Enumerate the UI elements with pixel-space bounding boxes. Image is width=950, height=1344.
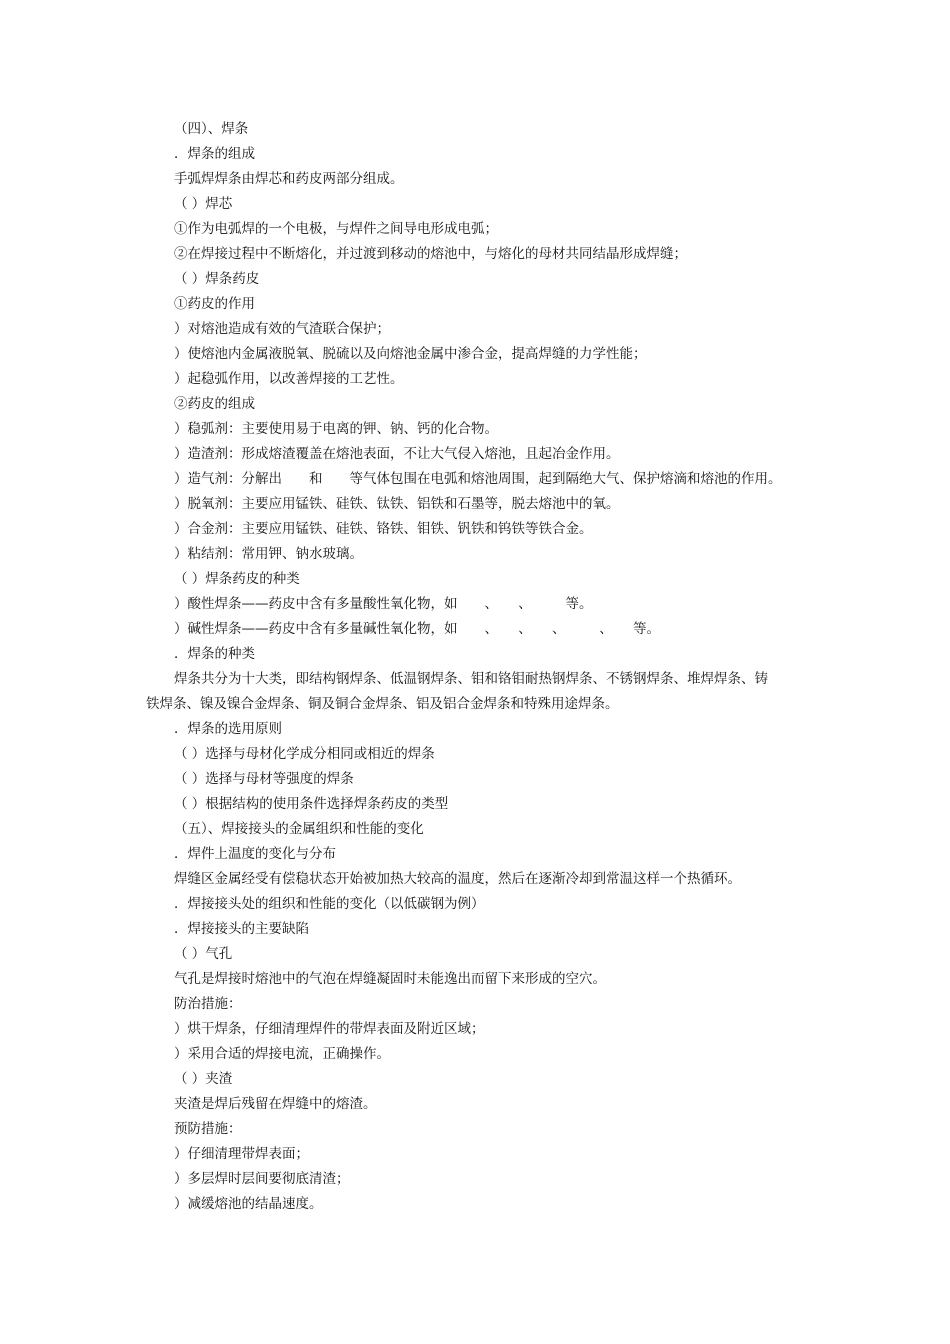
list-item: ）粘结剂：常用钾、钠水玻璃。	[174, 546, 363, 562]
subheading: ．焊条的组成	[174, 146, 255, 162]
paragraph: 焊条共分为十大类，即结构钢焊条、低温钢焊条、钼和铬钼耐热钢焊条、不锈钢焊条、堆焊焊条、铸	[174, 671, 768, 687]
list-item: ）造气剂：分解出 和 等气体包围在电弧和熔池周围，起到隔绝大气、保护熔滴和熔池的作用。	[174, 471, 782, 487]
section-heading-5: （五）、焊接接头的金属组织和性能的变化	[174, 821, 424, 837]
list-item: ）仔细清理带焊表面；	[174, 1146, 309, 1162]
list-item: ①作为电弧焊的一个电极，与焊件之间导电形成电弧；	[174, 221, 498, 237]
subheading: ②药皮的组成	[174, 396, 255, 412]
list-item: ）起稳弧作用，以改善焊接的工艺性。	[174, 371, 404, 387]
list-item: （ ）选择与母材化学成分相同或相近的焊条	[174, 746, 435, 762]
subheading: ．焊件上温度的变化与分布	[174, 846, 336, 862]
list-item: ）碱性焊条——药皮中含有多量碱性氧化物，如 、 、 、 、 等。	[174, 621, 660, 637]
list-item: ）脱氧剂：主要应用锰铁、硅铁、钛铁、铝铁和石墨等，脱去熔池中的氧。	[174, 496, 620, 512]
list-item: ）烘干焊条，仔细清理焊件的带焊表面及附近区域；	[174, 1021, 485, 1037]
paragraph: 预防措施：	[174, 1121, 242, 1137]
list-item: ）造渣剂：形成熔渣覆盖在熔池表面，不让大气侵入熔池，且起冶金作用。	[174, 446, 620, 462]
paragraph: 焊缝区金属经受有偿稳状态开始被加热大较高的温度，然后在逐渐冷却到常温这样一个热循环。	[174, 871, 741, 887]
subheading: ．焊接接头处的组织和性能的变化（以低碳钢为例）	[174, 896, 485, 912]
paragraph: 气孔是焊接时熔池中的气泡在焊缝凝固时未能逸出而留下来形成的空穴。	[174, 971, 606, 987]
paragraph: 夹渣是焊后残留在焊缝中的熔渣。	[174, 1096, 377, 1112]
subheading: （ ）焊条药皮的种类	[174, 571, 300, 587]
list-item: ）对熔池造成有效的气渣联合保护；	[174, 321, 390, 337]
list-item: （ ）选择与母材等强度的焊条	[174, 771, 354, 787]
list-item: ）减缓熔池的结晶速度。	[174, 1196, 323, 1212]
list-item: ）采用合适的焊接电流，正确操作。	[174, 1046, 390, 1062]
list-item: ）使熔池内金属液脱氧、脱硫以及向熔池金属中渗合金，提高焊缝的力学性能；	[174, 346, 647, 362]
list-item: （ ）根据结构的使用条件选择焊条药皮的类型	[174, 796, 449, 812]
subheading: （ ）焊条药皮	[174, 271, 260, 287]
paragraph: 手弧焊焊条由焊芯和药皮两部分组成。	[174, 171, 404, 187]
subheading: （ ）气孔	[174, 946, 233, 962]
list-item: ）酸性焊条——药皮中含有多量酸性氧化物，如 、 、 等。	[174, 596, 593, 612]
section-heading-4: （四）、焊条	[174, 121, 249, 137]
list-item: ）多层焊时层间要彻底清渣；	[174, 1171, 350, 1187]
subheading: （ ）夹渣	[174, 1071, 233, 1087]
subheading: ．焊条的选用原则	[174, 721, 282, 737]
subheading: ①药皮的作用	[174, 296, 255, 312]
list-item: ）合金剂：主要应用锰铁、硅铁、铬铁、钼铁、钒铁和钨铁等铁合金。	[174, 521, 593, 537]
list-item: ②在焊接过程中不断熔化，并过渡到移动的熔池中，与熔化的母材共同结晶形成焊缝；	[174, 246, 687, 262]
subheading: ．焊条的种类	[174, 646, 255, 662]
paragraph-continuation: 铁焊条、镍及镍合金焊条、铜及铜合金焊条、铝及铝合金焊条和特殊用途焊条。	[146, 696, 619, 712]
list-item: ）稳弧剂：主要使用易于电离的钾、钠、钙的化合物。	[174, 421, 498, 437]
paragraph: 防治措施：	[174, 996, 242, 1012]
subheading: ．焊接接头的主要缺陷	[174, 921, 309, 937]
subheading: （ ）焊芯	[174, 196, 233, 212]
